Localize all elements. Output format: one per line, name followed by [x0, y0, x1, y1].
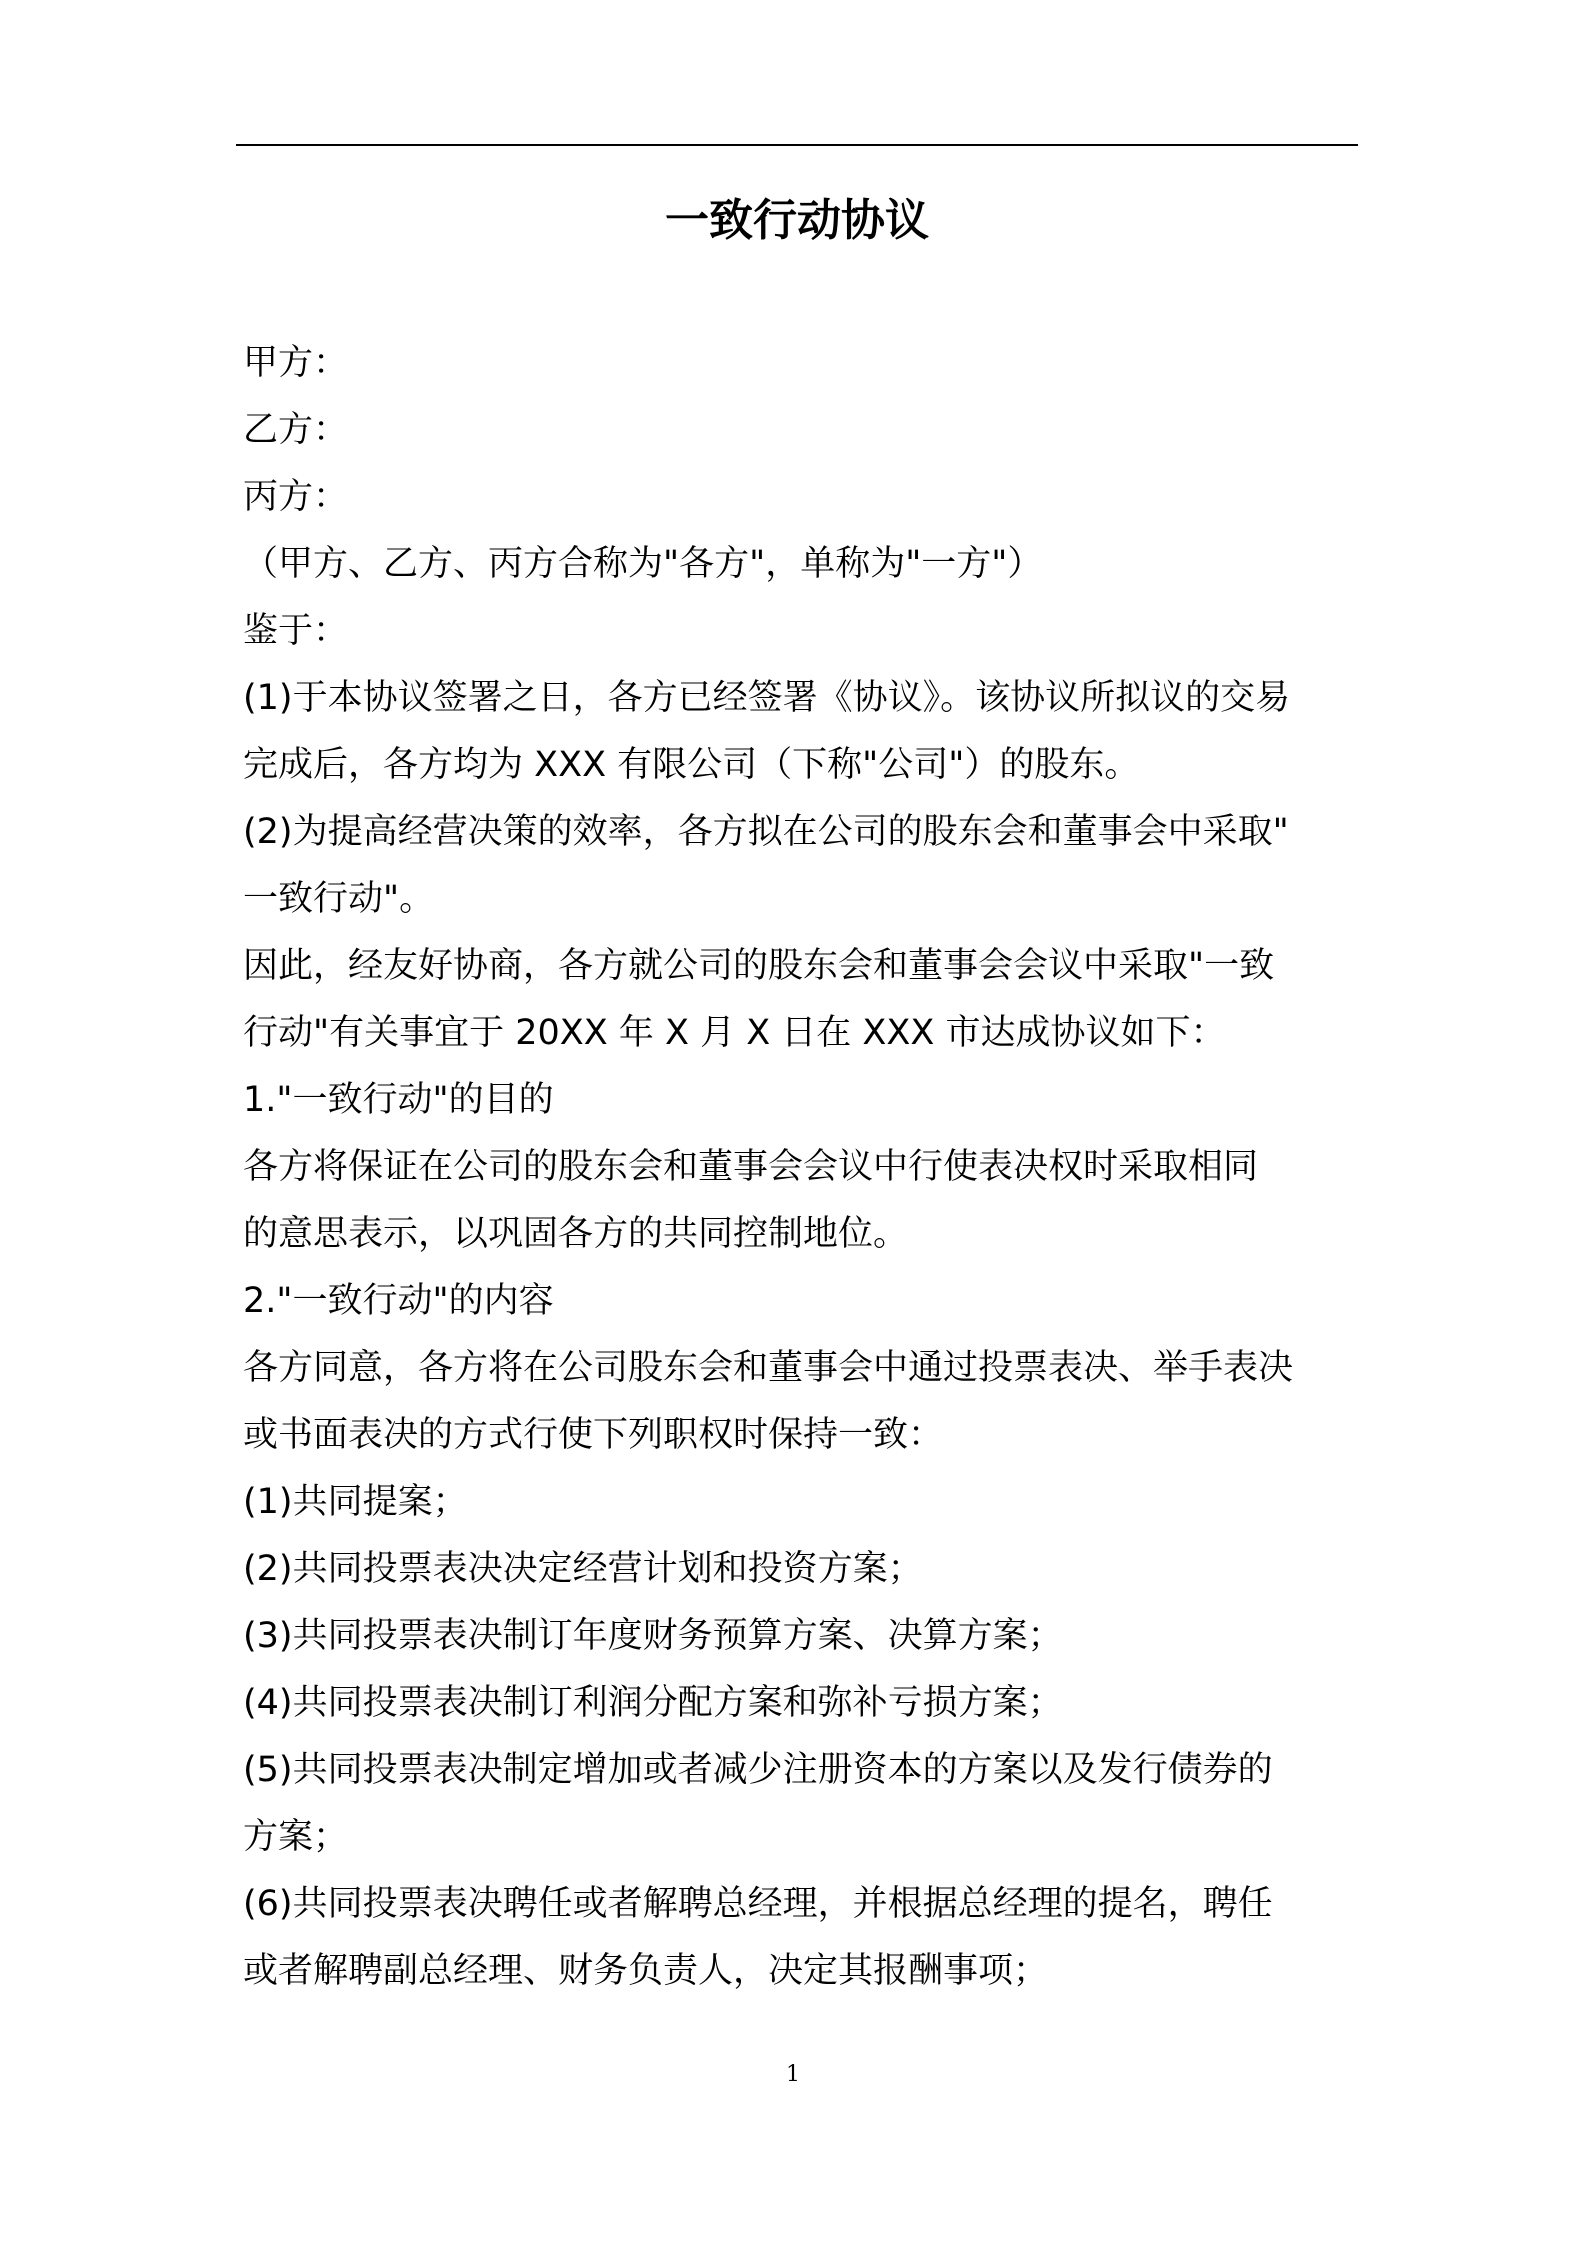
- section-1-text-line-1: 各方将保证在公司的股东会和董事会会议中行使表决权时采取相同: [243, 1147, 1259, 1187]
- document-title: 一致行动协议: [665, 195, 929, 246]
- section-2-heading: 2."一致行动"的内容: [243, 1281, 554, 1321]
- item-3: (3)共同投票表决制订年度财务预算方案、决算方案；: [243, 1616, 1063, 1656]
- page-number: 1: [786, 2062, 800, 2087]
- recital-1-line-1: (1)于本协议签署之日，各方已经签署《协议》。该协议所拟议的交易: [243, 678, 1291, 718]
- item-6-line-2: 或者解聘副总经理、财务负责人，决定其报酬事项；: [243, 1951, 1049, 1991]
- item-4: (4)共同投票表决制订利润分配方案和弥补亏损方案；: [243, 1683, 1063, 1723]
- recital-1-line-2: 完成后，各方均为 XXX 有限公司（下称"公司"）的股东。: [243, 745, 1140, 785]
- parties-definition: （甲方、乙方、丙方合称为"各方"，单称为"一方"）: [243, 544, 1043, 584]
- section-1-text-line-2: 的意思表示，以巩固各方的共同控制地位。: [243, 1214, 909, 1254]
- recital-2-line-2: 一致行动"。: [243, 879, 435, 919]
- party-b-line: 乙方：: [243, 410, 349, 450]
- item-5-line-1: (5)共同投票表决制定增加或者减少注册资本的方案以及发行债券的: [243, 1750, 1273, 1790]
- item-5-line-2: 方案；: [243, 1817, 349, 1857]
- item-6-line-1: (6)共同投票表决聘任或者解聘总经理，并根据总经理的提名，聘任: [243, 1884, 1273, 1924]
- header-rule: [236, 144, 1358, 146]
- section-1-heading: 1."一致行动"的目的: [243, 1080, 554, 1120]
- item-1: (1)共同提案；: [243, 1482, 468, 1522]
- document-body: [243, 330, 1365, 2005]
- whereas-heading: 鉴于：: [243, 611, 349, 651]
- recital-2-line-1: (2)为提高经营决策的效率，各方拟在公司的股东会和董事会中采取": [243, 812, 1289, 852]
- section-2-text-line-2: 或书面表决的方式行使下列职权时保持一致：: [243, 1415, 944, 1455]
- party-a-line: 甲方：: [243, 343, 349, 383]
- item-2: (2)共同投票表决决定经营计划和投资方案；: [243, 1549, 923, 1589]
- party-c-line: 丙方：: [243, 477, 349, 517]
- section-2-text-line-1: 各方同意，各方将在公司股东会和董事会中通过投票表决、举手表决: [243, 1348, 1294, 1388]
- agreement-intro-line-1: 因此，经友好协商，各方就公司的股东会和董事会会议中采取"一致: [243, 946, 1275, 986]
- agreement-intro-line-2: 行动"有关事宜于 20XX 年 X 月 X 日在 XXX 市达成协议如下：: [243, 1013, 1226, 1053]
